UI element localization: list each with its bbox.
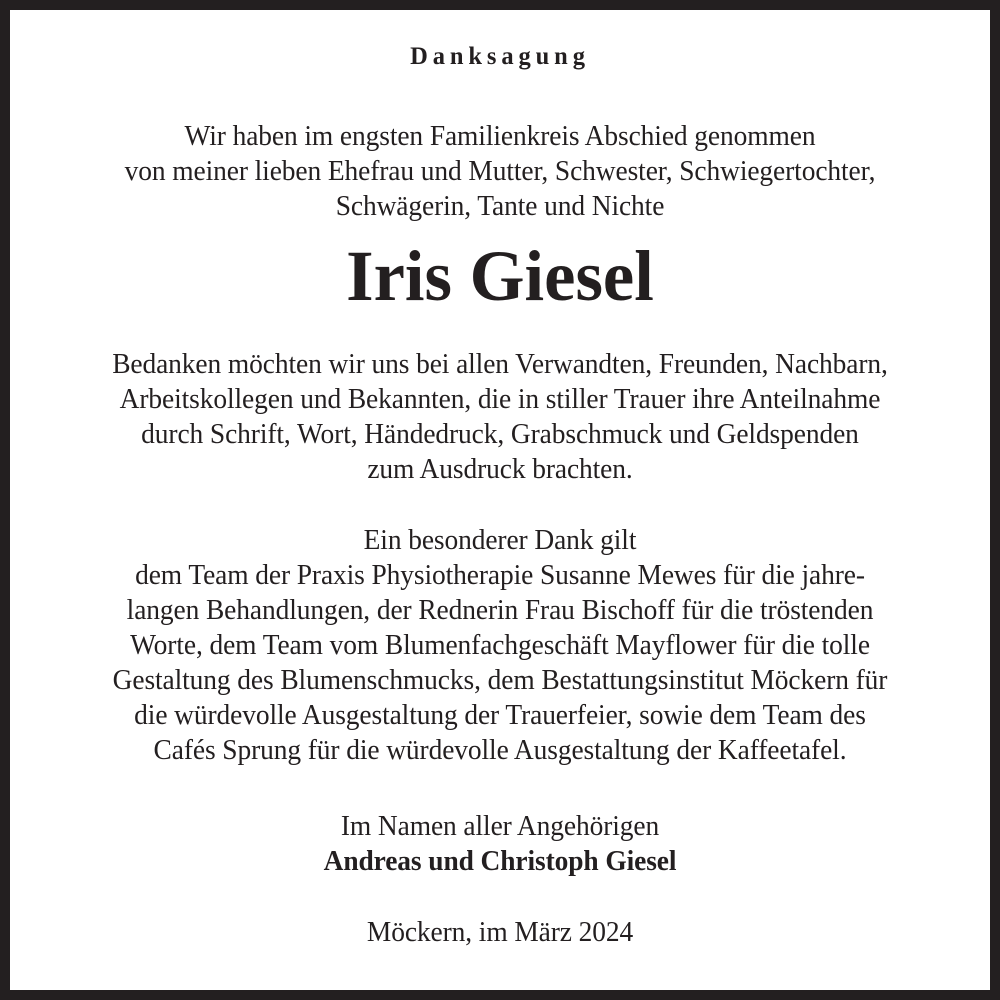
thanks-special-line: Cafés Sprung für die würdevolle Ausgestaltung der Kaffeetafel. [153, 735, 847, 766]
thanks-special-line: dem Team der Praxis Physiotherapie Susanne Mewes für die jahre- [135, 560, 865, 591]
thanks-general-line: zum Ausdruck brachten. [367, 454, 633, 485]
thanks-general-line: durch Schrift, Wort, Händedruck, Grabschmuck und Geldspenden [141, 419, 859, 450]
thanks-special-line: Ein besonderer Dank gilt [363, 525, 637, 556]
thanks-special-line: Gestaltung des Blumenschmucks, dem Bestattungsinstitut Möckern für [112, 665, 888, 696]
signature-names: Andreas und Christoph Giesel [323, 846, 677, 877]
thanks-special-line: die würdevolle Ausgestaltung der Trauerfeier, sowie dem Team des [134, 700, 866, 731]
intro-line: Wir haben im engsten Familienkreis Abschied genommen [184, 121, 816, 152]
thanks-general-line: Arbeitskollegen und Bekannten, die in stiller Trauer ihre Anteilnahme [119, 384, 881, 415]
place-date: Möckern, im März 2024 [366, 917, 634, 948]
signature-preface: Im Namen aller Angehörigen [340, 811, 660, 842]
intro-line: von meiner lieben Ehefrau und Mutter, Schwester, Schwiegertochter, [124, 156, 876, 187]
notice-heading: Danksagung [410, 43, 590, 70]
deceased-name: Iris Giesel [346, 236, 654, 316]
thanks-general-line: Bedanken möchten wir uns bei allen Verwandten, Freunden, Nachbarn, [112, 349, 888, 380]
thanks-special-line: langen Behandlungen, der Rednerin Frau Bischoff für die tröstenden [126, 595, 874, 626]
thanks-special-line: Worte, dem Team vom Blumenfachgeschäft Mayflower für die tolle [130, 630, 870, 661]
intro-line: Schwägerin, Tante und Nichte [335, 191, 665, 222]
